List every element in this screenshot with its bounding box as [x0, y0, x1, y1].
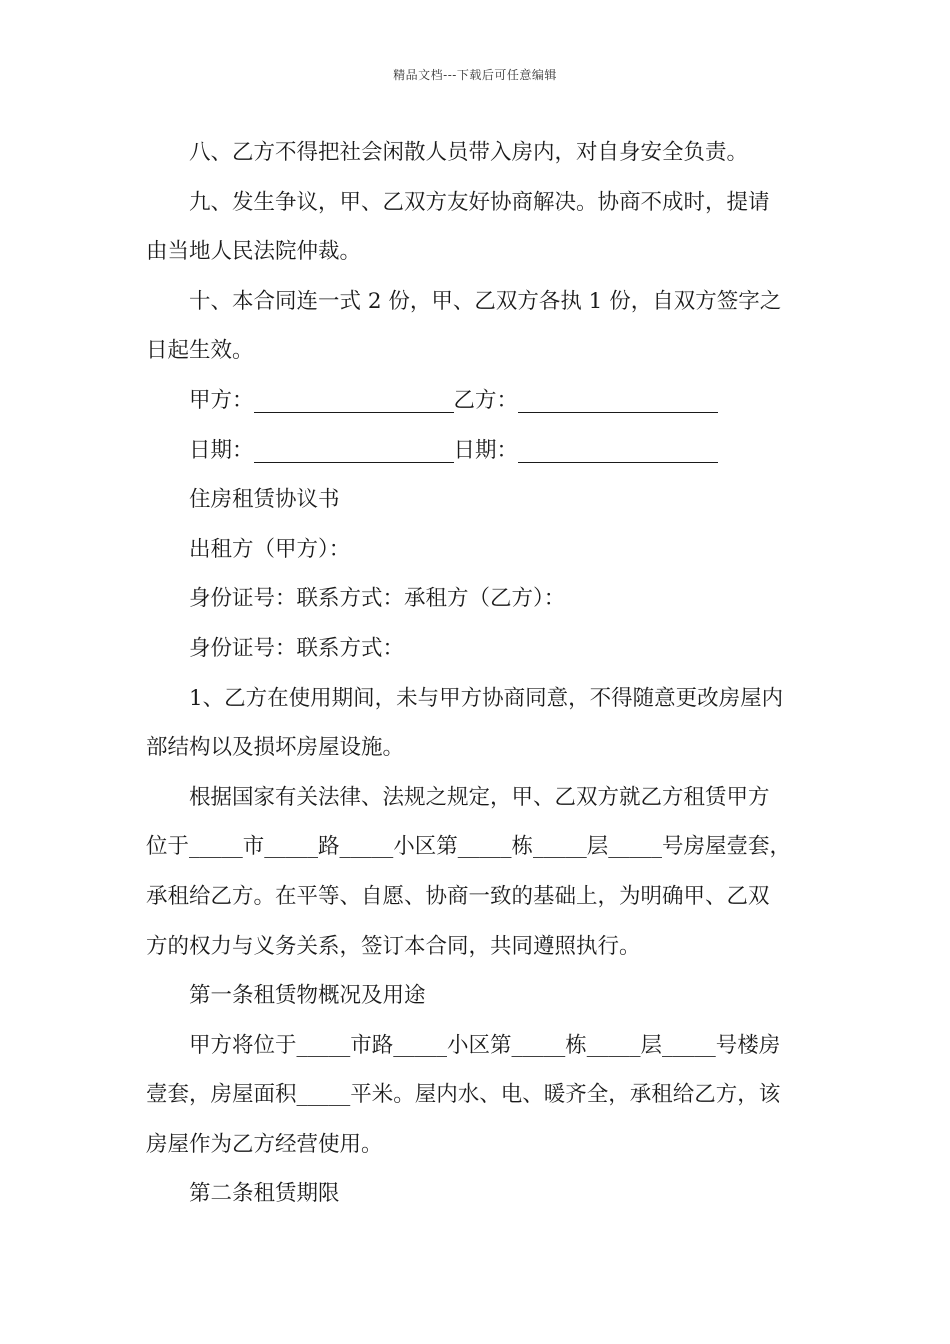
basis-line-1: 根据国家有关法律、法规之规定，甲、乙双方就乙方租赁甲方: [189, 784, 770, 810]
clause-10-line-1: 十、本合同连一式 2 份，甲、乙双方各执 1 份，自双方签字之: [189, 288, 782, 314]
clause-1-line-1: 1、乙方在使用期间，未与甲方协商同意，不得随意更改房屋内: [189, 685, 784, 711]
signature-row-parties: [146, 376, 836, 426]
id-contact-lessee-line: 身份证号：联系方式：承租方（乙方）：: [189, 586, 566, 612]
lessor-line: 出租方（甲方）：: [189, 536, 351, 562]
article-1-line-3: 房屋作为乙方经营使用。: [146, 1131, 383, 1157]
party-a-label: 甲方：: [189, 387, 254, 413]
article-1-line-1: 甲方将位于_____市路_____小区第_____栋_____层_____号楼房: [189, 1032, 781, 1058]
party-a-signature-line: [254, 384, 454, 413]
clause-1-line-2: 部结构以及损坏房屋设施。: [146, 735, 405, 761]
party-b-signature-line: [518, 384, 718, 413]
signature-row-dates: [146, 426, 836, 476]
clause-9-line-1: 九、发生争议，甲、乙双方友好协商解决。协商不成时，提请: [189, 189, 770, 215]
page-header: 精品文档---下载后可任意编辑: [393, 68, 557, 82]
date-b-label: 日期：: [453, 437, 519, 463]
agreement-title: 住房租赁协议书: [189, 487, 340, 513]
article-1-title: 第一条租赁物概况及用途: [189, 983, 426, 1009]
basis-line-2: 位于_____市_____路_____小区第_____栋_____层_____号房屋壹套，: [146, 834, 792, 860]
date-a-line: [254, 434, 454, 463]
date-a-label: 日期：: [189, 437, 254, 463]
article-1-line-2: 壹套，房屋面积_____平米。屋内水、电、暖齐全，承租给乙方，该: [146, 1082, 781, 1108]
document-body: [146, 128, 836, 1219]
clause-8: 八、乙方不得把社会闲散人员带入房内，对自身安全负责。: [189, 140, 749, 165]
date-b-line: [518, 434, 718, 463]
basis-line-3: 承租给乙方。在平等、自愿、协商一致的基础上，为明确甲、乙双: [146, 883, 770, 909]
clause-10-line-2: 日起生效。: [146, 338, 254, 364]
id-contact-line: 身份证号：联系方式：: [189, 635, 405, 661]
basis-line-4: 方的权力与义务关系，签订本合同，共同遵照执行。: [146, 933, 641, 959]
clause-9-line-2: 由当地人民法院仲裁。: [146, 239, 362, 265]
article-2-title: 第二条租赁期限: [189, 1181, 340, 1207]
party-b-label: 乙方：: [453, 387, 519, 413]
